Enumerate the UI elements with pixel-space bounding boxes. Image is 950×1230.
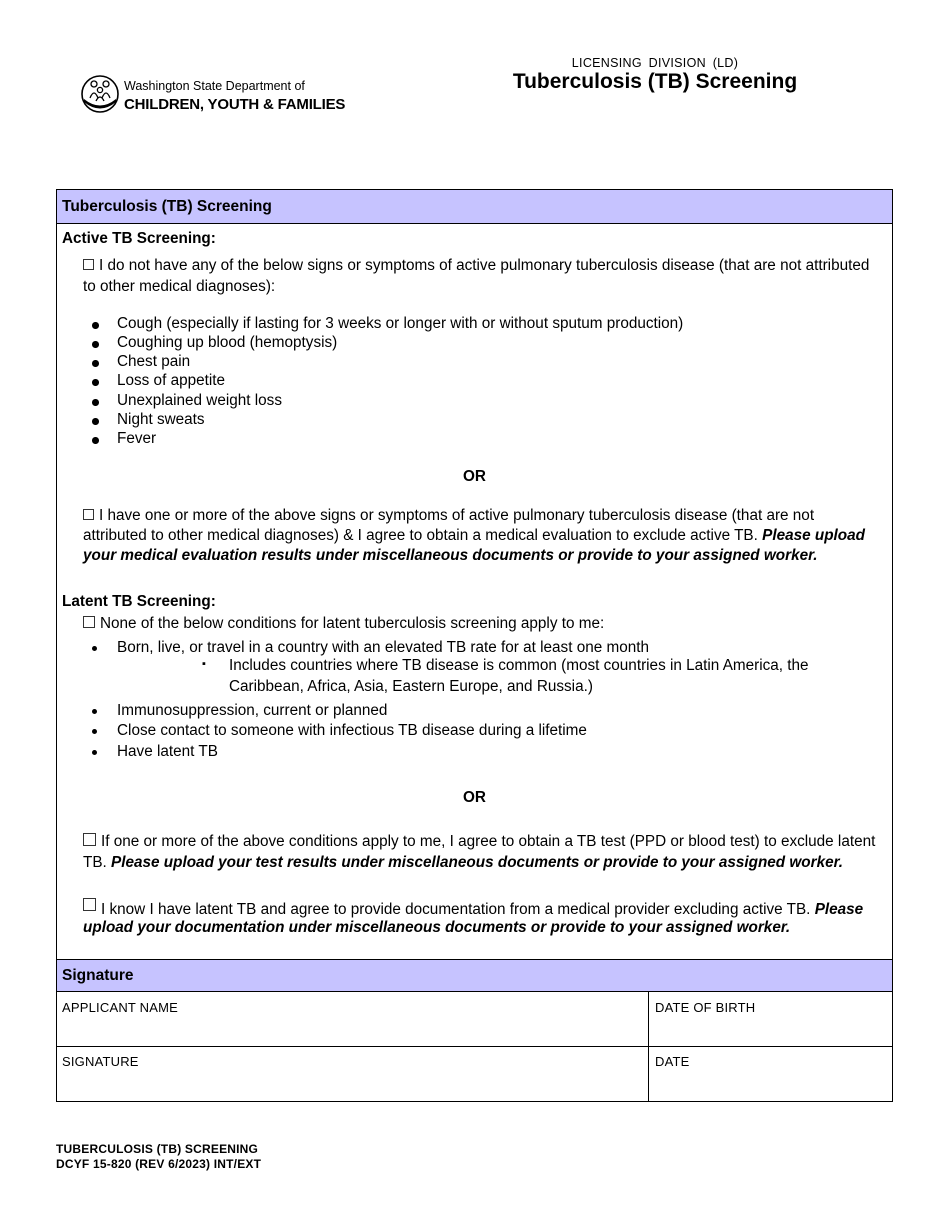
date-of-birth-label: DATE OF BIRTH [655, 1000, 756, 1015]
get-test-checkbox[interactable] [83, 833, 96, 846]
symptom-item: Unexplained weight loss [117, 392, 282, 409]
date-field[interactable] [654, 1072, 886, 1096]
or-divider-active: OR [463, 468, 486, 485]
has-symptoms-text-3: your medical evaluation results under miscellaneous documents or provide to your assigned worker. [83, 547, 818, 564]
bullet-icon [92, 360, 99, 367]
section-heading-signature: Signature [57, 960, 892, 991]
signature-field[interactable] [62, 1072, 642, 1096]
page-title: Tuberculosis (TB) Screening [512, 70, 798, 93]
applicant-name-field[interactable] [62, 1018, 642, 1042]
symptom-item: Coughing up blood (hemoptysis) [117, 334, 338, 351]
get-test-text-1: If one or more of the above conditions apply to me, I agree to obtain a TB test (PPD or blood test) to exclude latent [101, 833, 876, 850]
active-option-no-symptoms [83, 256, 869, 277]
condition-subitem-2: Caribbean, Africa, Asia, Eastern Europe, and Russia.) [229, 678, 593, 695]
has-symptoms-text-2-bold: Please upload [762, 527, 866, 544]
no-conditions-checkbox[interactable] [83, 616, 95, 628]
get-test-text-2-bold: Please upload your test results under miscellaneous documents or provide to your assigned worker. [111, 854, 843, 871]
or-divider-latent: OR [463, 789, 486, 806]
latent-option-none [83, 614, 604, 635]
signature-label: SIGNATURE [62, 1054, 139, 1069]
known-latent-text-2: upload your documentation under miscellaneous documents or provide to your assigned worker. [83, 919, 791, 936]
condition-subitem-1: Includes countries where TB disease is common (most countries in Latin America, the [229, 657, 809, 674]
known-latent-text-1-bold: Please [814, 901, 864, 918]
no-symptoms-text-1: I do not have any of the below signs or symptoms of active pulmonary tuberculosis disease (that are not attributed [99, 257, 870, 274]
latent-option-get-test [83, 832, 875, 853]
symptom-item: Cough (especially if lasting for 3 weeks or longer with or without sputum production) [117, 315, 684, 332]
symptom-item: Loss of appetite [117, 372, 226, 389]
divider [57, 1046, 892, 1047]
condition-item: Close contact to someone with infectious TB disease during a lifetime [117, 722, 587, 739]
active-option-has-symptoms [83, 506, 814, 527]
divider [57, 223, 892, 224]
division-label: LICENSING DIVISION (LD) [571, 56, 739, 70]
bullet-icon [92, 322, 99, 329]
footer-form-title: TUBERCULOSIS (TB) SCREENING [56, 1142, 259, 1156]
sub-bullet-icon: ▪ [202, 658, 206, 670]
screening-form [56, 189, 893, 1102]
no-conditions-text: None of the below conditions for latent tuberculosis screening apply to me: [100, 615, 605, 632]
bullet-icon [92, 437, 99, 444]
date-of-birth-field[interactable] [654, 1018, 886, 1042]
symptom-item: Fever [117, 430, 157, 447]
bullet-icon [92, 379, 99, 386]
date-label: DATE [655, 1054, 690, 1069]
bullet-icon [92, 341, 99, 348]
known-latent-checkbox[interactable] [83, 898, 96, 911]
get-test-text-2-plain: TB. [83, 854, 107, 871]
logo-text-agency: Washington State Department of [124, 79, 305, 93]
footer-form-number: DCYF 15-820 (REV 6/2023) INT/EXT [56, 1157, 262, 1171]
applicant-name-label: APPLICANT NAME [62, 1000, 178, 1015]
has-symptoms-text-2 [83, 526, 865, 547]
get-test-text-2 [83, 853, 843, 874]
dcyf-logo [80, 72, 346, 118]
bullet-icon [92, 750, 97, 755]
symptom-item: Night sweats [117, 411, 205, 428]
bullet-icon [92, 399, 99, 406]
bullet-icon [92, 646, 97, 651]
known-latent-text-1-plain: I know I have latent TB and agree to provide documentation from a medical provider excluding active TB. [101, 901, 811, 918]
family-logo-icon [80, 72, 120, 114]
logo-text-department: CHILDREN, YOUTH & FAMILIES [124, 96, 346, 113]
no-symptoms-checkbox[interactable] [83, 259, 94, 270]
condition-item: Born, live, or travel in a country with an elevated TB rate for at least one month [117, 639, 649, 656]
latent-tb-heading: Latent TB Screening: [62, 593, 216, 610]
divider [57, 991, 892, 992]
bullet-icon [92, 418, 99, 425]
active-tb-heading: Active TB Screening: [62, 230, 216, 247]
has-symptoms-text-2-plain: attributed to other medical diagnoses) & I agree to obtain a medical evaluation to exclude active TB. [83, 527, 758, 544]
section-heading-tb: Tuberculosis (TB) Screening [57, 190, 892, 223]
condition-item: Immunosuppression, current or planned [117, 702, 388, 719]
bullet-icon [92, 709, 97, 714]
has-symptoms-checkbox[interactable] [83, 509, 94, 520]
no-symptoms-text-2: to other medical diagnoses): [83, 278, 276, 295]
has-symptoms-text-1: I have one or more of the above signs or symptoms of active pulmonary tuberculosis disease (that are not [99, 507, 815, 524]
bullet-icon [92, 729, 97, 734]
symptom-item: Chest pain [117, 353, 191, 370]
condition-item: Have latent TB [117, 743, 218, 760]
